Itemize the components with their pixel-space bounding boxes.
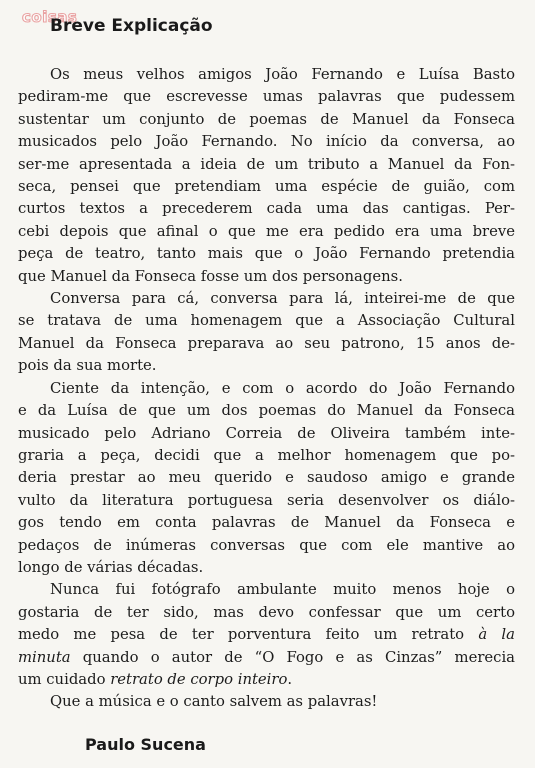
text-run: um cuidado	[18, 670, 111, 688]
text-line	[18, 198, 515, 220]
text-line	[18, 602, 515, 624]
text-line	[18, 288, 515, 310]
text-line	[18, 378, 515, 400]
text-run: pediram-me que escrevesse umas palavras que pudessem	[18, 88, 515, 106]
text-line	[18, 535, 515, 557]
text-run: peça de teatro, tanto mais que o João Fernando pretendia	[18, 245, 515, 263]
italic-text: retrato de corpo inteiro	[110, 670, 288, 688]
text-run: e da Luísa de que um dos poemas do Manuel da Fonseca	[18, 402, 515, 420]
text-line	[18, 109, 515, 131]
italic-text: à la	[478, 626, 515, 644]
paragraph	[18, 579, 515, 691]
text-line	[18, 512, 515, 534]
text-line	[18, 624, 515, 646]
text-run: deria prestar ao meu querido e saudoso amigo e grande	[18, 469, 515, 487]
text-line	[18, 154, 515, 176]
text-run: Manuel da Fonseca preparava ao seu patrono, 15 anos de-	[18, 334, 515, 352]
text-line	[18, 243, 515, 265]
text-line	[18, 266, 515, 288]
text-line	[18, 423, 515, 445]
text-line	[18, 86, 515, 108]
text-line	[18, 467, 515, 489]
text-line	[18, 221, 515, 243]
text-line	[18, 691, 515, 713]
text-run: Que a música e o canto salvem as palavras!	[50, 693, 378, 711]
text-run: Ciente da intenção, e com o acordo do João Fernando	[50, 379, 515, 397]
text-line	[18, 400, 515, 422]
text-line	[18, 355, 515, 377]
text-run: sustentar um conjunto de poemas de Manuel da Fonseca	[18, 110, 515, 128]
text-line	[18, 176, 515, 198]
text-line	[18, 333, 515, 355]
body-text	[18, 64, 515, 714]
paragraph	[18, 64, 515, 288]
italic-text: minuta	[18, 648, 71, 666]
page-title: Breve Explicação	[50, 16, 213, 36]
text-run: Nunca fui fotógrafo ambulante muito menos hoje o	[50, 581, 515, 599]
text-run: musicado pelo Adriano Correia de Oliveira também inte-	[18, 424, 515, 442]
text-line	[18, 131, 515, 153]
text-line	[18, 669, 515, 691]
author-signature: Paulo Sucena	[85, 735, 206, 754]
text-run: gostaria de ter sido, mas devo confessar que um certo	[18, 603, 515, 621]
text-run: musicados pelo João Fernando. No início da conversa, ao	[18, 133, 515, 151]
text-line	[18, 579, 515, 601]
text-run: pedaços de inúmeras conversas que com ele mantive ao	[18, 536, 515, 554]
text-run: vulto da literatura portuguesa seria desenvolver os diálo-	[18, 491, 515, 509]
paragraph	[18, 691, 515, 713]
text-run: Conversa para cá, conversa para lá, inteirei-me de que	[50, 290, 515, 308]
text-run: .	[287, 670, 293, 688]
text-run: longo de várias décadas.	[18, 558, 204, 576]
text-run: gos tendo em conta palavras de Manuel da Fonseca e	[18, 514, 515, 532]
text-run: curtos textos a precederem cada uma das cantigas. Per-	[18, 200, 515, 218]
text-run: pois da sua morte.	[18, 357, 157, 375]
text-run: ser-me apresentada a ideia de um tributo a Manuel da Fon-	[18, 155, 515, 173]
text-run: se tratava de uma homenagem que a Associação Cultural	[18, 312, 515, 330]
text-line	[18, 647, 515, 669]
text-run: quando o autor de “O Fogo e as Cinzas” merecia	[70, 648, 515, 666]
text-line	[18, 490, 515, 512]
text-run: graria a peça, decidi que a melhor homenagem que po-	[18, 446, 515, 464]
text-run: Os meus velhos amigos João Fernando e Luísa Basto	[50, 66, 515, 83]
paragraph	[18, 378, 515, 580]
paragraph	[18, 288, 515, 378]
text-line	[18, 64, 515, 86]
text-run: cebi depois que afinal o que me era pedido era uma breve	[18, 222, 515, 240]
text-run: seca, pensei que pretendiam uma espécie de guião, com	[18, 178, 515, 196]
text-line	[18, 310, 515, 332]
text-run: medo me pesa de ter porventura feito um retrato	[18, 626, 479, 644]
watermark-logo: coisas	[22, 8, 78, 26]
text-run: que Manuel da Fonseca fosse um dos personagens.	[18, 267, 403, 285]
text-line	[18, 445, 515, 467]
text-line	[18, 557, 515, 579]
